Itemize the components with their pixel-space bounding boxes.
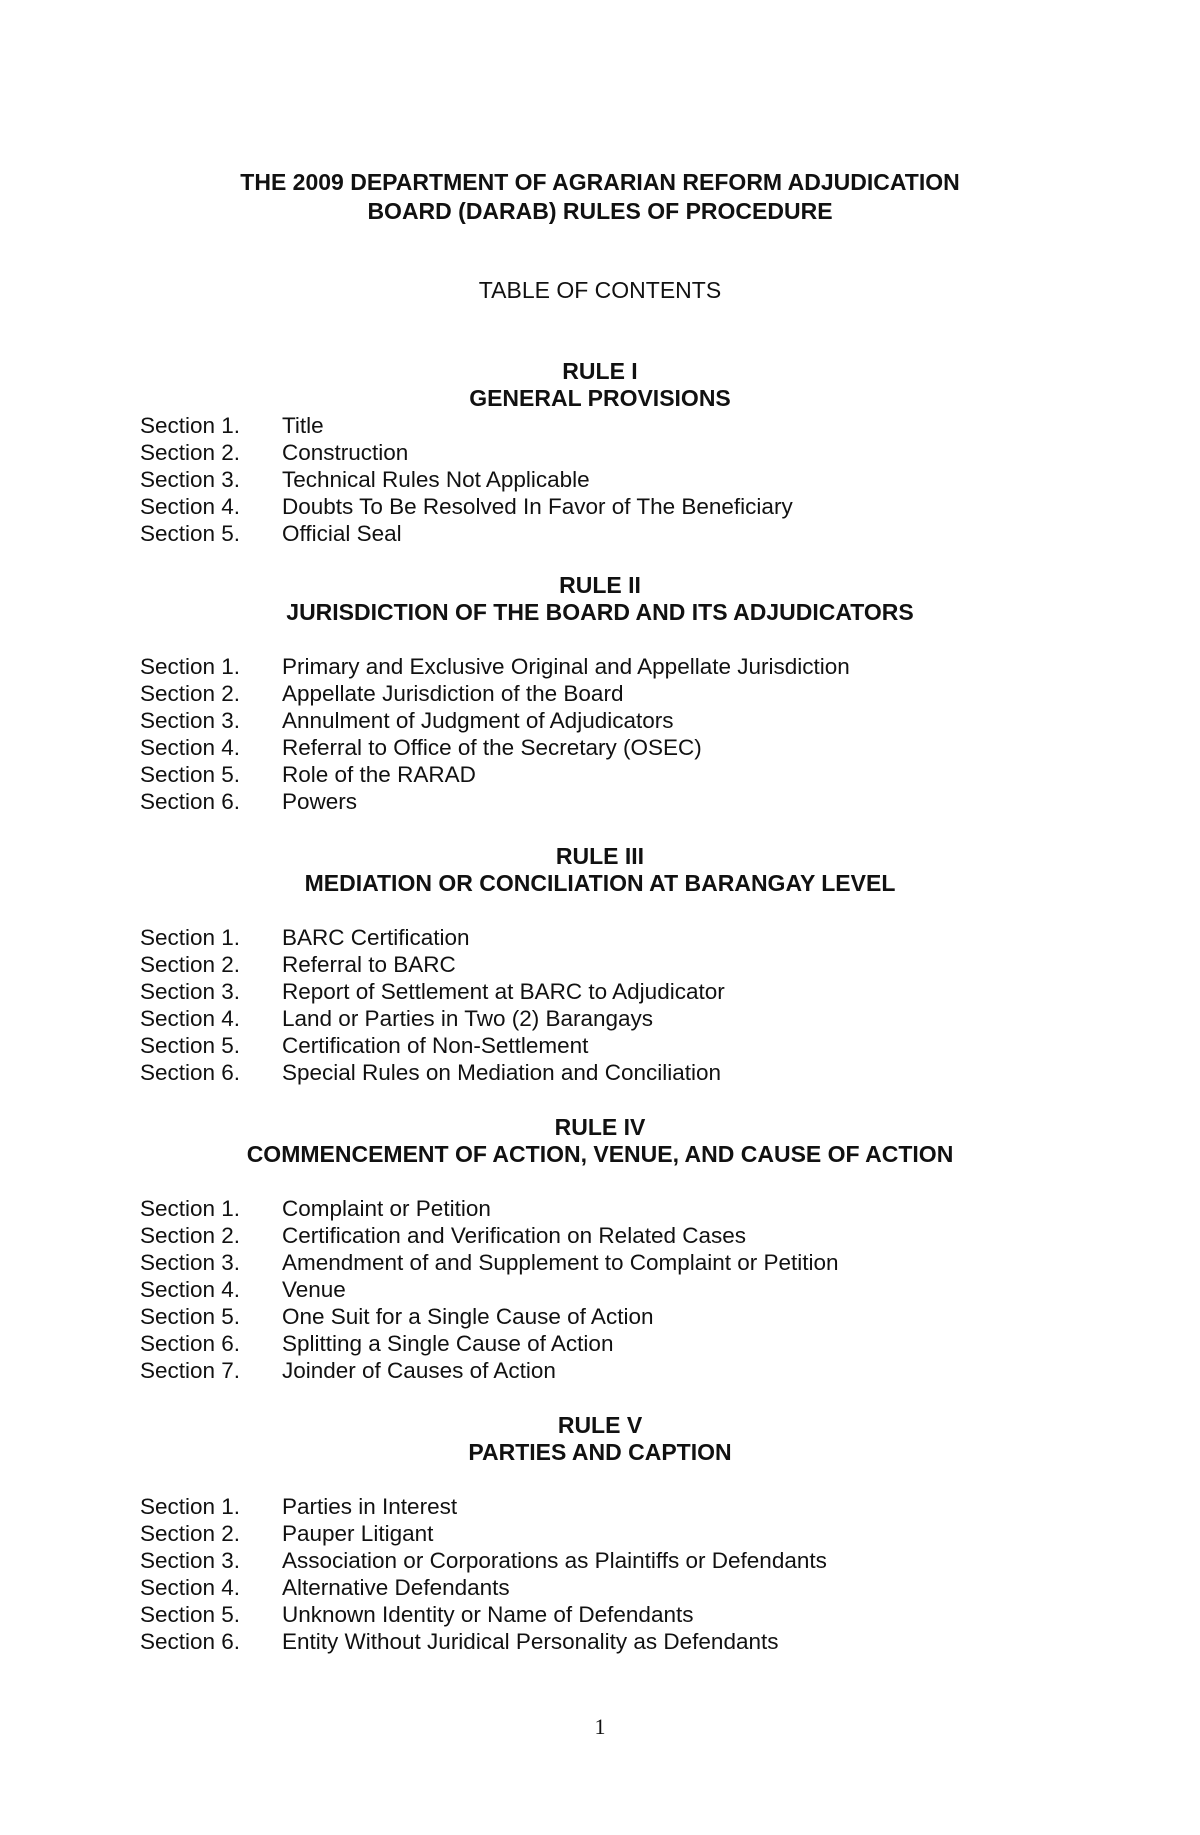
- section-title: Amendment of and Supplement to Complaint or Petition: [282, 1250, 839, 1275]
- section-label: Section 4.: [140, 494, 241, 519]
- toc-entry: [0, 1005, 1200, 1032]
- rule-3-number: RULE III: [555, 843, 645, 869]
- rule-4-sections: [0, 1195, 1200, 1384]
- section-label: Section 6.: [140, 789, 241, 814]
- section-title: Certification and Verification on Related Cases: [282, 1223, 747, 1248]
- section-label: Section 4.: [140, 1006, 241, 1031]
- toc-entry: [0, 951, 1200, 978]
- section-label: Section 2.: [140, 952, 241, 977]
- rule-4-number: RULE IV: [554, 1114, 646, 1140]
- toc-entry: [0, 1249, 1200, 1276]
- rule-3-block: [0, 843, 1200, 1086]
- section-title: Construction: [282, 440, 409, 465]
- toc-entry: [0, 1195, 1200, 1222]
- page-number: 1: [594, 1714, 606, 1739]
- section-label: Section 5.: [140, 762, 241, 787]
- section-title: Association or Corporations as Plaintiffs or Defendants: [282, 1548, 827, 1573]
- section-title: Unknown Identity or Name of Defendants: [282, 1602, 694, 1627]
- toc-entry: [0, 1222, 1200, 1249]
- toc-entry: [0, 761, 1200, 788]
- section-label: Section 6.: [140, 1060, 241, 1085]
- toc-entry: [0, 1276, 1200, 1303]
- section-title: Special Rules on Mediation and Conciliation: [282, 1060, 722, 1085]
- toc-entry: [0, 520, 1200, 547]
- document-title: [0, 168, 1200, 226]
- section-title: Parties in Interest: [282, 1494, 458, 1519]
- toc-entry: [0, 1357, 1200, 1384]
- toc-entry: [0, 680, 1200, 707]
- toc-entry: [0, 653, 1200, 680]
- rule-3-name: MEDIATION OR CONCILIATION AT BARANGAY LEVEL: [304, 870, 896, 896]
- toc-entry: [0, 439, 1200, 466]
- section-title: Official Seal: [282, 521, 402, 546]
- rule-5-number: RULE V: [557, 1412, 643, 1438]
- section-label: Section 1.: [140, 1494, 241, 1519]
- section-label: Section 6.: [140, 1629, 241, 1654]
- section-label: Section 3.: [140, 1250, 241, 1275]
- rule-2-name: JURISDICTION OF THE BOARD AND ITS ADJUDICATORS: [286, 599, 914, 625]
- toc-entry: [0, 1493, 1200, 1520]
- toc-entry: [0, 1520, 1200, 1547]
- rule-2-sections: [0, 653, 1200, 815]
- rule-5-name: PARTIES AND CAPTION: [468, 1439, 732, 1465]
- section-label: Section 5.: [140, 1602, 241, 1627]
- rule-1-sections: [0, 412, 1200, 547]
- toc-entry: [0, 707, 1200, 734]
- section-title: Role of the RARAD: [282, 762, 476, 787]
- section-title: Complaint or Petition: [282, 1196, 491, 1221]
- section-title: One Suit for a Single Cause of Action: [282, 1304, 654, 1329]
- rule-2-number: RULE II: [559, 572, 641, 598]
- section-label: Section 3.: [140, 708, 241, 733]
- section-title: Appellate Jurisdiction of the Board: [282, 681, 624, 706]
- toc-entry: [0, 1574, 1200, 1601]
- section-label: Section 1.: [140, 413, 241, 438]
- section-title: Entity Without Juridical Personality as Defendants: [282, 1629, 779, 1654]
- section-title: Alternative Defendants: [282, 1575, 510, 1600]
- section-label: Section 5.: [140, 1304, 241, 1329]
- table-of-contents-heading: TABLE OF CONTENTS: [478, 277, 722, 303]
- section-label: Section 4.: [140, 1277, 241, 1302]
- section-title: Doubts To Be Resolved In Favor of The Beneficiary: [282, 494, 793, 519]
- toc-entry: [0, 1601, 1200, 1628]
- section-title: Land or Parties in Two (2) Barangays: [282, 1006, 654, 1031]
- toc-entry: [0, 1032, 1200, 1059]
- toc-entry: [0, 493, 1200, 520]
- toc-entry: [0, 1628, 1200, 1655]
- document-title-line-2: BOARD (DARAB) RULES OF PROCEDURE: [367, 198, 833, 224]
- toc-entry: [0, 1547, 1200, 1574]
- rule-3-sections: [0, 924, 1200, 1086]
- section-label: Section 3.: [140, 467, 241, 492]
- section-title: Referral to Office of the Secretary (OSEC): [282, 735, 702, 760]
- section-label: Section 6.: [140, 1331, 241, 1356]
- rule-4-name: COMMENCEMENT OF ACTION, VENUE, AND CAUSE OF ACTION: [246, 1141, 954, 1167]
- toc-entry: [0, 978, 1200, 1005]
- section-title: Joinder of Causes of Action: [282, 1358, 556, 1383]
- section-label: Section 1.: [140, 925, 241, 950]
- document-title-line-1: THE 2009 DEPARTMENT OF AGRARIAN REFORM ADJUDICATION: [240, 169, 960, 195]
- section-title: Referral to BARC: [282, 952, 456, 977]
- toc-entry: [0, 1330, 1200, 1357]
- section-label: Section 2.: [140, 681, 241, 706]
- section-label: Section 3.: [140, 979, 241, 1004]
- section-title: Primary and Exclusive Original and Appellate Jurisdiction: [282, 654, 850, 679]
- rule-2-block: [0, 572, 1200, 815]
- toc-entry: [0, 788, 1200, 815]
- section-title: Title: [282, 413, 324, 438]
- section-label: Section 2.: [140, 440, 241, 465]
- section-title: Powers: [282, 789, 358, 814]
- section-title: Venue: [282, 1277, 346, 1302]
- section-title: Pauper Litigant: [282, 1521, 434, 1546]
- toc-entry: [0, 1059, 1200, 1086]
- rule-5-block: [0, 1412, 1200, 1655]
- toc-entry: [0, 466, 1200, 493]
- section-title: Splitting a Single Cause of Action: [282, 1331, 614, 1356]
- section-title: Annulment of Judgment of Adjudicators: [282, 708, 674, 733]
- toc-entry: [0, 1303, 1200, 1330]
- section-title: Report of Settlement at BARC to Adjudicator: [282, 979, 725, 1004]
- rule-5-sections: [0, 1493, 1200, 1655]
- section-label: Section 4.: [140, 735, 241, 760]
- rule-4-block: [0, 1114, 1200, 1384]
- rule-1-number: RULE I: [562, 358, 638, 384]
- toc-entry: [0, 412, 1200, 439]
- section-label: Section 4.: [140, 1575, 241, 1600]
- section-label: Section 2.: [140, 1521, 241, 1546]
- section-title: BARC Certification: [282, 925, 470, 950]
- toc-entry: [0, 734, 1200, 761]
- section-label: Section 7.: [140, 1358, 241, 1383]
- rule-1-name: GENERAL PROVISIONS: [469, 385, 731, 411]
- section-title: Technical Rules Not Applicable: [282, 467, 590, 492]
- section-label: Section 5.: [140, 1033, 241, 1058]
- section-label: Section 1.: [140, 654, 241, 679]
- toc-entry: [0, 924, 1200, 951]
- section-title: Certification of Non-Settlement: [282, 1033, 589, 1058]
- section-label: Section 5.: [140, 521, 241, 546]
- section-label: Section 1.: [140, 1196, 241, 1221]
- rule-1-block: [0, 358, 1200, 547]
- section-label: Section 2.: [140, 1223, 241, 1248]
- section-label: Section 3.: [140, 1548, 241, 1573]
